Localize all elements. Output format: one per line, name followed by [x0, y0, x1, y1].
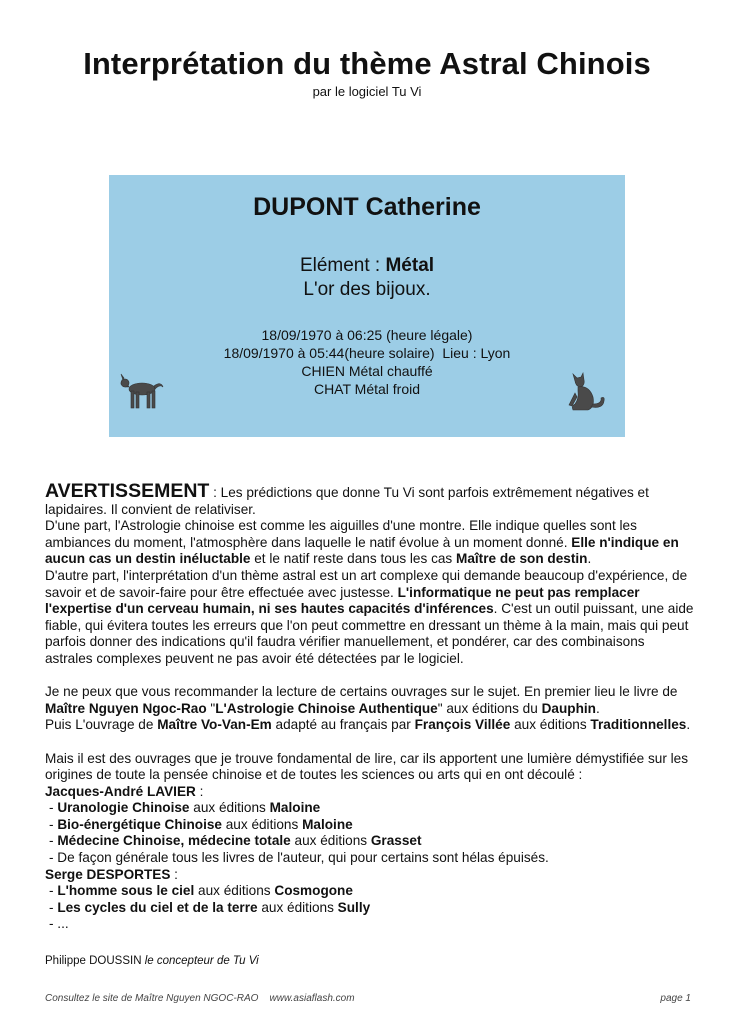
- book-title: Uranologie Chinoise: [57, 800, 190, 816]
- list-item: [45, 900, 695, 917]
- reco-text: .: [686, 717, 691, 733]
- footer-text: Consultez le site de Maître Nguyen NGOC-RAO www.asiaflash.com: [45, 993, 355, 1004]
- desportes-book-list: [45, 883, 695, 933]
- birth-info: [109, 326, 625, 398]
- person-name: DUPONT Catherine: [253, 193, 481, 221]
- warning-emphasis: L'informatique ne peut pas remplacer l'expertise d'un cerveau humain, ni ses hautes capacités d'inférences: [45, 584, 640, 617]
- book-publisher: Grasset: [370, 833, 422, 849]
- lavier-book-list: [45, 800, 695, 866]
- book-title: Les cycles du ciel et de la terre: [57, 899, 258, 915]
- author-desportes: [45, 867, 695, 884]
- reco-author: Maître Nguyen Ngoc-Rao: [45, 700, 207, 716]
- author-lavier: [45, 784, 695, 801]
- signature: [45, 955, 259, 967]
- element-description: L'or des bijoux.: [303, 279, 431, 300]
- recommendation-paragraph: [45, 684, 695, 734]
- book-mid: aux éditions: [221, 816, 303, 832]
- book-title: Médecine Chinoise, médecine totale: [57, 833, 291, 849]
- element-value: Métal: [385, 255, 435, 276]
- reco-text: Puis L'ouvrage de: [45, 717, 158, 733]
- reco-author: Maître Vo-Van-Em: [157, 717, 272, 733]
- list-item: - De façon générale tous les livres de l'auteur, qui pour certains sont hélas épuisés.: [49, 850, 549, 866]
- book-title: L'homme sous le ciel: [57, 883, 195, 899]
- author-name: Serge DESPORTES: [45, 866, 171, 882]
- reco-text: .: [595, 700, 600, 716]
- document-body: [45, 480, 695, 933]
- sign-year: CHIEN Métal chauffé: [301, 363, 433, 379]
- book-mid: aux éditions: [290, 833, 371, 849]
- profile-card: [109, 175, 625, 437]
- reco-book-title: L'Astrologie Chinoise Authentique: [215, 700, 438, 716]
- list-item: [45, 817, 695, 834]
- list-item: - ...: [49, 916, 69, 932]
- page-footer: [45, 993, 691, 1004]
- element-label: Elément :: [299, 255, 386, 276]
- signature-name: Philippe DOUSSIN: [45, 955, 142, 967]
- reco-text: adapté au français par: [271, 717, 415, 733]
- book-publisher: Maloine: [269, 800, 321, 816]
- reco-text: " aux éditions du: [437, 700, 542, 716]
- bullet: -: [49, 833, 58, 849]
- bullet: -: [49, 883, 58, 899]
- reco-publisher: Dauphin: [541, 700, 596, 716]
- warning-text: .: [587, 551, 592, 567]
- date-legal: 18/09/1970 à 06:25 (heure légale): [261, 327, 473, 343]
- bullet: -: [49, 800, 58, 816]
- date-solar: 18/09/1970 à 05:44(heure solaire) Lieu : Lyon: [223, 345, 511, 361]
- author-suffix: :: [170, 866, 178, 882]
- list-item: [45, 883, 695, 900]
- sign-hour: CHAT Métal froid: [313, 381, 421, 397]
- document-title: Interprétation du thème Astral Chinois: [83, 46, 651, 81]
- warning-text: D'une part, l'Astrologie chinoise est comme les aiguilles d'une montre. Elle indique quelles sont les ambiances du moment, l'atmosphère dans laquelle le natif évolue à un moment donné.: [45, 518, 637, 550]
- author-name: Jacques-André LAVIER: [45, 783, 196, 799]
- document-subtitle: par le logiciel Tu Vi: [312, 84, 422, 99]
- warning-emphasis: Maître de son destin: [456, 551, 588, 567]
- element-line: [109, 255, 625, 277]
- book-publisher: Maloine: [302, 816, 353, 832]
- cat-icon: [561, 371, 607, 413]
- warning-text: D'autre part, l'interprétation d'un thème astral est un art complexe qui demande beaucoup d'expérience, de savoir et de savoir-faire pour être effectuée avec justesse.: [45, 567, 688, 600]
- books-intro: Mais il est des ouvrages que je trouve fondamental de lire, car ils apportent une lumière démystifiée sur les origines de toute la pensée chinoise et de toutes les sciences ou arts qui en ont découlé :: [45, 750, 689, 783]
- book-mid: aux éditions: [189, 800, 270, 816]
- dog-icon: [119, 371, 165, 413]
- warning-paragraph: [45, 480, 695, 668]
- warning-text: . C'est un outil puissant, une aide fiable, qui évitera toutes les erreurs que l'on peut commettre en dressant un thème à la main, mais qui peut parfois donner des indications qu'il faudra vérifier manuellement, et pondérer, car des combinaisons astrales complexes peuvent ne pas avoir été détectées par le logiciel.: [45, 601, 694, 666]
- book-title: Bio-énergétique Chinoise: [57, 816, 222, 832]
- bullet: -: [49, 816, 58, 832]
- reco-text: Je ne peux que vous recommander la lecture de certains ouvrages sur le sujet. En premier lieu le livre de: [45, 684, 678, 700]
- warning-emphasis: Elle n'indique en aucun cas un destin inéluctable: [45, 534, 679, 567]
- warning-text: et le natif reste dans tous les cas: [250, 551, 456, 567]
- book-publisher: Sully: [337, 899, 371, 915]
- book-mid: aux éditions: [194, 883, 275, 899]
- warning-text: : Les prédictions que donne Tu Vi sont parfois extrêmement négatives et lapidaires. Il convient de relativiser.: [45, 485, 649, 517]
- reco-translator: François Villée: [414, 717, 511, 733]
- reco-text: aux éditions: [510, 717, 591, 733]
- page-number: page 1: [660, 993, 691, 1004]
- author-suffix: :: [195, 783, 204, 799]
- list-item: [45, 833, 695, 850]
- list-item: [45, 800, 695, 817]
- bullet: -: [49, 899, 58, 915]
- book-mid: aux éditions: [257, 899, 338, 915]
- warning-heading: AVERTISSEMENT: [45, 480, 210, 502]
- signature-role: le concepteur de Tu Vi: [141, 955, 259, 967]
- book-publisher: Cosmogone: [274, 883, 353, 899]
- reco-text: ": [206, 700, 216, 716]
- reco-publisher: Traditionnelles: [590, 717, 687, 733]
